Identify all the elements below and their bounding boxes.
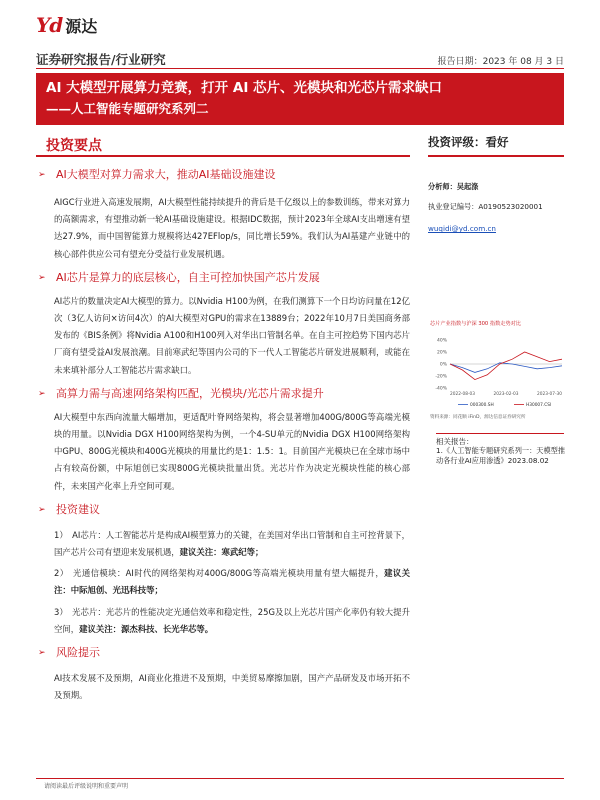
section-paragraph: AI芯片的数量决定AI大模型的算力。以Nvidia H100为例，在我们测算下一个日均访问量在12亿次（3亿人访问×访问4次）的AI大模型对GPU的需求在13889台；2022年10月7日美国商务部发布的《BIS条例》将Nvidia A100和H100列入对华出口管制名单。在自主可控趋势下国内芯片厂商有望受益AI发展浪潮。目前寒武纪等国内公司的下一代人工智能芯片研发进展顺利，或能在未来填补部分人工智能芯片需求缺口。 — [54, 295, 410, 375]
title-band — [36, 73, 564, 125]
related-reports-title: 相关报告： — [436, 437, 474, 446]
report-category: 证券研究报告/行业研究 — [36, 52, 166, 67]
y-tick-label: 0% — [439, 362, 447, 368]
rating-underline — [428, 155, 564, 157]
header-divider — [36, 68, 564, 69]
section-heading-text: 高算力需与高速网络架构匹配，光模块/光芯片需求提升 — [56, 386, 324, 400]
section-heading-text: 投资建议 — [56, 502, 100, 516]
section-heading — [36, 499, 410, 521]
x-tick-label: 2023-07-30 — [537, 392, 562, 397]
investment-item-text: 3） 光芯片：光芯片的性能决定光通信效率和稳定性，25G及以上光芯片国产化率仍有较大提升空间， — [54, 606, 410, 634]
highlights-heading: 投资要点 — [46, 138, 102, 154]
chart-title: 芯片产业指数与沪深 300 指数走势对比 — [430, 321, 522, 327]
section-heading-text: 风险提示 — [56, 646, 100, 660]
analyst-name: 分析师：吴起涤 — [428, 182, 479, 191]
investment-item-picks: 建议关注：中际旭创、光迅科技等； — [54, 568, 411, 596]
footer-divider — [36, 778, 564, 779]
arrow-bullet-icon: ➢ — [38, 388, 46, 399]
series-line-h30007-csi — [450, 352, 562, 380]
section-heading — [36, 267, 410, 289]
investment-item-text: 2） 光通信模块：AI时代的网络架构对400G/800G等高端光模块用量有望大幅提升， — [54, 568, 385, 579]
investment-item — [36, 604, 410, 638]
investment-item — [36, 565, 410, 599]
arrow-bullet-icon: ➢ — [38, 504, 46, 515]
analyst-info — [428, 180, 568, 236]
y-tick-label: -20% — [435, 374, 447, 380]
index-comparison-chart — [428, 334, 568, 412]
investment-item-text: 1） AI芯片：人工智能芯片是构成AI模型算力的关键，在美国对华出口管制和自主可控背景下，国产芯片公司有望迎来发展机遇， — [54, 529, 410, 558]
legend-label: H30007.CSI — [526, 403, 552, 408]
analyst-cert: 执业登记编号：A0190523020001 — [428, 202, 543, 211]
related-report-link[interactable]: 1.《人工智能专题研究系列一：天模型推动各行业AI应用渗透》2023.08.02 — [436, 446, 566, 465]
section-heading — [36, 642, 410, 664]
brand-name: 源达 — [65, 16, 98, 36]
analyst-email-link[interactable]: wuqidi@yd.com.cn — [428, 224, 496, 233]
y-tick-label: 20% — [436, 350, 447, 356]
brand-mark: Yd — [36, 13, 63, 37]
investment-rating: 投资评级：看好 — [428, 135, 509, 149]
chart-source: 资料来源：同花顺 iFinD，源达信息证券研究所 — [430, 415, 526, 420]
section-heading-text: AI大模型对算力需求大，推动AI基础设施建设 — [56, 168, 276, 181]
y-tick-label: 40% — [436, 338, 447, 344]
arrow-bullet-icon: ➢ — [38, 272, 46, 283]
section-paragraph: AIGC行业进入高速发展期，AI大模型性能持续提升的背后是千亿级以上的参数训练，带来对算力的高额需求，有望推动新一轮AI基础设施建设。根据IDC数据，预计2023年全球AI支出增速有望达27.9%，而中国智能算力规模将达427EFlop/s，同比增长59%。我们认为AI基建产业链中的核心部件供应公司有望充分受益行业发展机遇。 — [54, 197, 410, 259]
related-divider — [436, 433, 564, 434]
brand-logo — [36, 14, 97, 36]
risk-paragraph: AI技术发展不及预期，AI商业化推进不及预期，中美贸易摩擦加剧，国产产品研发及市场开拓不及预期。 — [54, 673, 410, 701]
footer-disclaimer: 请阅读最后评级说明和重要声明 — [44, 783, 129, 790]
y-tick-label: -40% — [435, 386, 447, 392]
legend-label: 000300.SH — [470, 403, 494, 408]
section-heading-text: AI芯片是算力的底层核心，自主可控加快国产芯片发展 — [56, 270, 320, 284]
x-tick-label: 2022-08-03 — [450, 392, 475, 397]
arrow-bullet-icon: ➢ — [38, 648, 46, 659]
x-tick-label: 2023-02-03 — [493, 392, 519, 397]
section-heading — [36, 164, 410, 186]
investment-item — [36, 527, 410, 561]
investment-item-picks: 建议关注：源杰科技、长光华芯等。 — [79, 623, 214, 634]
report-subtitle: ——人工智能专题研究系列二 — [46, 101, 209, 116]
highlights-underline — [36, 155, 410, 157]
arrow-bullet-icon: ➢ — [38, 170, 46, 180]
report-title: AI 大模型开展算力竞赛，打开 AI 芯片、光模块和光芯片需求缺口 — [46, 80, 443, 96]
investment-item-picks: 建议关注：寒武纪等； — [179, 547, 264, 558]
section-paragraph: AI大模型中东西向流量大幅增加，更适配叶脊网络架构，将会显著增加400G/800G等高端光模块的用量。以Nvidia DGX H100网络架构为例，一个4-SU单元的Nvidia DGX H100网络架构中GPU、800G光模块和400G光模块的用量比约是1：1.5：1。目前国产光模块已在全球市场中占有较高份额，中际旭创已实现800G光模块批量出货。光芯片作为决定光模块性能的核心部件，未来国产化率上升空间可观。 — [54, 411, 410, 491]
main-body — [36, 160, 410, 704]
section-heading — [36, 383, 410, 405]
report-date: 报告日期：2023 年 08 月 3 日 — [437, 57, 564, 67]
